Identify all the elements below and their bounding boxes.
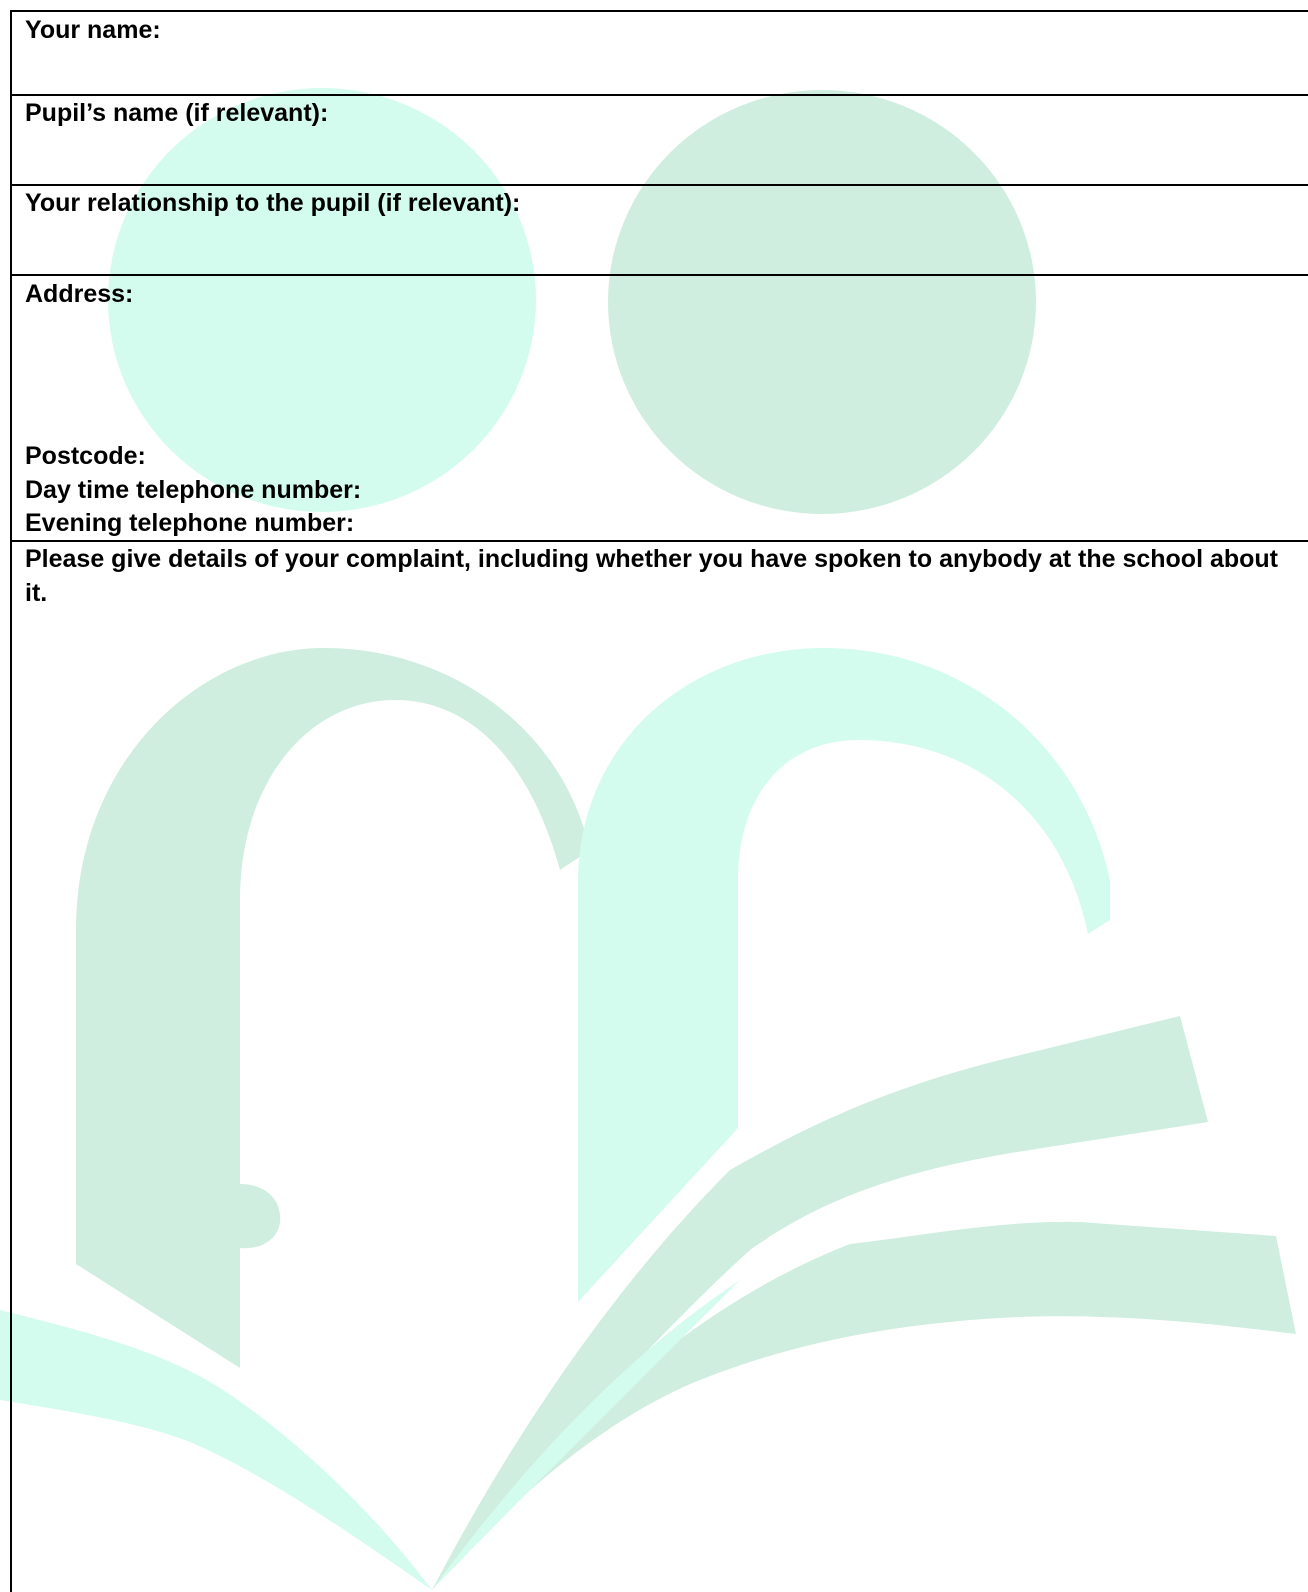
row-divider-2 [10,184,1308,186]
row-divider-1 [10,94,1308,96]
your-name-label: Your name: [25,16,161,44]
day-phone-label: Day time telephone number: [25,476,362,504]
address-label: Address: [25,280,134,308]
row-divider-3 [10,274,1308,276]
evening-phone-label: Evening telephone number: [25,509,355,537]
pupil-name-label: Pupil’s name (if relevant): [25,99,329,127]
form-border-top [10,10,1308,12]
postcode-label: Postcode: [25,442,146,470]
form-border-left [10,10,12,1592]
relationship-label: Your relationship to the pupil (if relevant): [25,189,521,217]
complaint-details-label: Please give details of your complaint, including whether you have spoken to anybody at the school about it. [25,545,1279,607]
